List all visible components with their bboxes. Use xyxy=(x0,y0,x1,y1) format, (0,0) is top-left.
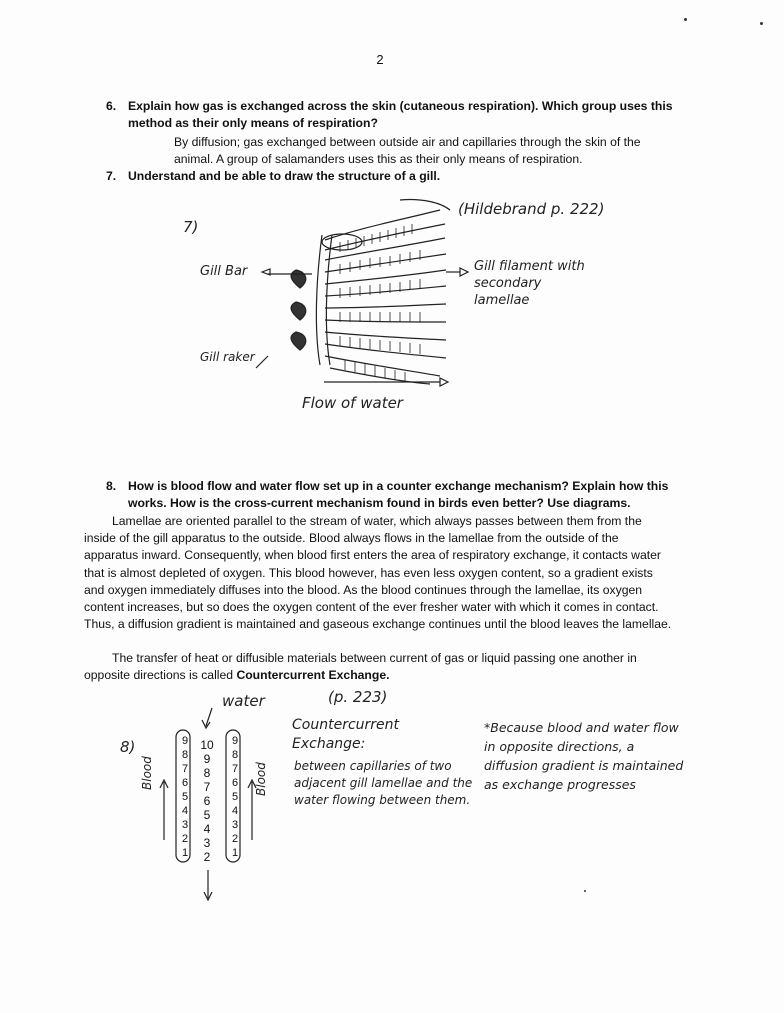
water-label: water xyxy=(222,692,265,710)
countercurrent-definition-title: Countercurrent Exchange: xyxy=(292,717,400,752)
countercurrent-exchange-term: Countercurrent Exchange. xyxy=(236,668,390,683)
left-tube-number: 4 xyxy=(181,805,189,817)
left-tube-number: 6 xyxy=(181,777,189,789)
water-number: 2 xyxy=(203,850,211,864)
counter-sketch-number: 8) xyxy=(120,738,136,756)
water-number: 10 xyxy=(200,738,214,752)
blood-right-label: Blood xyxy=(254,762,268,796)
question-6 xyxy=(106,98,673,132)
flow-of-water-label: Flow of water xyxy=(302,394,403,412)
water-number: 3 xyxy=(203,836,211,850)
water-column-numbers xyxy=(198,738,216,864)
left-tube-number: 7 xyxy=(181,763,189,775)
question-8-text: How is blood flow and water flow set up in a counter exchange mechanism? Explain how this works. How is the cross-current mechanism found in birds even better? Use diagrams. xyxy=(128,479,669,510)
left-tube-number: 2 xyxy=(181,833,189,845)
right-tube-number: 2 xyxy=(231,833,239,845)
water-number: 9 xyxy=(203,752,211,766)
left-tube-number: 9 xyxy=(181,735,189,747)
left-tube-numbers xyxy=(178,734,192,860)
right-tube-number: 9 xyxy=(231,735,239,747)
gill-bar-label: Gill Bar xyxy=(200,264,248,279)
left-tube-number: 3 xyxy=(181,819,189,831)
question-8-number: 8. xyxy=(106,479,117,493)
gill-reference: (Hildebrand p. 222) xyxy=(458,200,605,218)
water-number: 4 xyxy=(203,822,211,836)
left-tube-number: 1 xyxy=(181,847,189,859)
water-number: 8 xyxy=(203,766,211,780)
question-7-number: 7. xyxy=(106,169,117,183)
answer-8-paragraph-2 xyxy=(84,650,676,684)
right-tube-number: 5 xyxy=(231,791,239,803)
water-number: 7 xyxy=(203,780,211,794)
blood-left-label: Blood xyxy=(140,756,154,790)
answer-6: By diffusion; gas exchanged between outside air and capillaries through the skin of the animal. A group of salamanders uses this as their only means of respiration. xyxy=(174,135,641,166)
water-number: 6 xyxy=(203,794,211,808)
gill-sketch-number: 7) xyxy=(183,218,199,236)
scan-speck xyxy=(684,18,687,21)
left-tube-number: 8 xyxy=(181,749,189,761)
gill-raker-label: Gill raker xyxy=(200,350,255,364)
question-6-number: 6. xyxy=(106,99,117,113)
right-tube-number: 1 xyxy=(231,847,239,859)
left-tube-number: 5 xyxy=(181,791,189,803)
scan-speck xyxy=(584,890,586,892)
right-tube-number: 4 xyxy=(231,805,239,817)
counter-reference: (p. 223) xyxy=(328,688,388,706)
right-tube-number: 6 xyxy=(231,777,239,789)
countercurrent-note: *Because blood and water flow in opposite directions, a diffusion gradient is maintained as exchange progresses xyxy=(484,720,684,792)
question-8 xyxy=(106,478,678,512)
answer-8-paragraph-1: Lamellae are oriented parallel to the stream of water, which always passes between them from the inside of the gill apparatus to the outside. Blood always flows in the lamellae from the outside of the apparatus inward. Consequently, when blood first enters the area of respiratory exchange, it contacts water that is almost depleted of oxygen. This blood however, has even less oxygen content, so a gradient exists and oxygen immediately diffuses into the blood. As the blood continues through the lamellae, its oxygen content increases, but so does the oxygen content of the ever fresher water with which it comes in contact. Thus, a diffusion gradient is maintained and gaseous exchange continues until the blood leaves the lamellae. xyxy=(84,514,672,632)
gill-filament-label: Gill filament with secondary lamellae xyxy=(474,259,585,308)
right-tube-number: 7 xyxy=(231,763,239,775)
right-tube-numbers xyxy=(228,734,242,860)
water-number: 5 xyxy=(203,808,211,822)
question-7-text: Understand and be able to draw the structure of a gill. xyxy=(128,169,441,183)
right-tube-number: 3 xyxy=(231,819,239,831)
right-tube-number: 8 xyxy=(231,749,239,761)
question-6-text: Explain how gas is exchanged across the skin (cutaneous respiration). Which group uses this method as their only means of respiration? xyxy=(128,99,673,130)
scan-speck xyxy=(760,22,763,25)
page-number: 2 xyxy=(376,52,384,67)
answer-8-paragraph-2-text: The transfer of heat or diffusible materials between current of gas or liquid passing one another in opposite directions is called xyxy=(84,651,637,683)
countercurrent-definition: between capillaries of two adjacent gill lamellae and the water flowing between them. xyxy=(294,759,473,807)
